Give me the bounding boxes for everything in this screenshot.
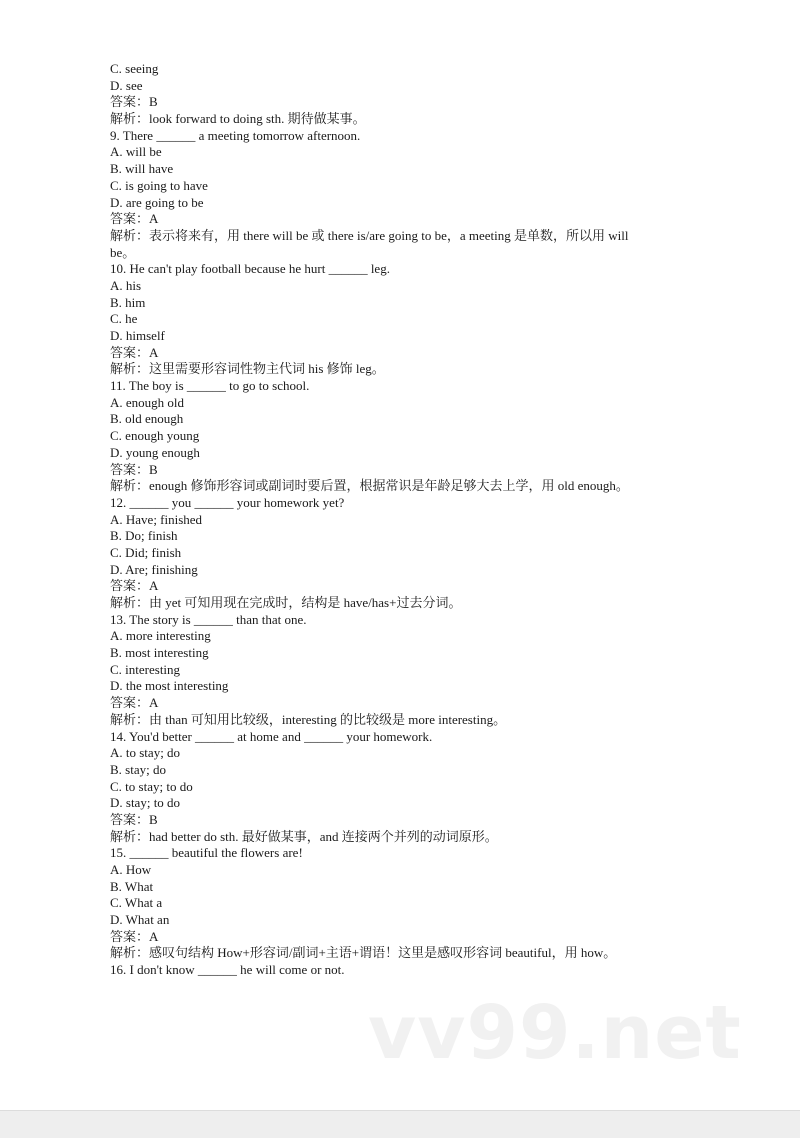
document-line: 答案：A	[110, 695, 159, 711]
document-line: 答案：B	[110, 94, 158, 110]
document-line: 16. I don't know ______ he will come or not.	[110, 962, 345, 978]
document-line: 15. ______ beautiful the flowers are!	[110, 845, 303, 861]
document-line: C. What a	[110, 895, 163, 911]
document-line: A. to stay; do	[110, 745, 181, 761]
document-line: C. enough young	[110, 428, 200, 444]
document-line: 解析：感叹句结构 How+形容词/副词+主语+谓语！这里是感叹形容词 beautiful，用 how。	[110, 945, 617, 961]
document-line: 13. The story is ______ than that one.	[110, 611, 307, 627]
document-line: 解析：由 than 可知用比较级，interesting 的比较级是 more interesting。	[110, 711, 507, 727]
document-line: C. seeing	[110, 61, 159, 76]
document-line: D. stay; to do	[110, 795, 181, 811]
document-line: D. see	[110, 77, 143, 93]
document-line: C. to stay; to do	[110, 778, 193, 794]
document-line: C. interesting	[110, 661, 181, 677]
document-line: A. enough old	[110, 394, 185, 410]
document-line: D. the most interesting	[110, 678, 229, 694]
document-line: 解析：这里需要形容词性物主代词 his 修饰 leg。	[110, 361, 385, 377]
document-line: be。	[110, 244, 136, 260]
document-line: D. himself	[110, 328, 165, 343]
document-line: B. stay; do	[110, 761, 166, 777]
document-line: 12. ______ you ______ your homework yet?	[110, 494, 345, 510]
document-line: B. most interesting	[110, 645, 209, 661]
document-line: B. What	[110, 878, 154, 894]
document-line: A. will be	[110, 144, 162, 160]
document-line: 解析：由 yet 可知用现在完成时，结构是 have/has+过去分词。	[110, 595, 462, 610]
watermark: vv99.net	[368, 990, 742, 1076]
document-line: 解析：表示将来有，用 there will be 或 there is/are going to be，a meeting 是单数，所以用 will	[110, 227, 629, 243]
document-line: 10. He can't play football because he hurt ______ leg.	[110, 261, 390, 277]
document-line: D. are going to be	[110, 194, 204, 210]
document-line: A. Have; finished	[110, 511, 203, 527]
document-line: 11. The boy is ______ to go to school.	[110, 378, 310, 394]
document-line: C. is going to have	[110, 177, 208, 193]
document-line: 答案：A	[110, 578, 159, 594]
document-line: 9. There ______ a meeting tomorrow afternoon.	[110, 127, 361, 143]
document-line: D. Are; finishing	[110, 561, 198, 577]
document-line: A. more interesting	[110, 628, 211, 644]
document-line: B. will have	[110, 161, 174, 177]
document-line: 答案：B	[110, 461, 158, 477]
document-line: 14. You'd better ______ at home and ______ your homework.	[110, 728, 433, 744]
document-content	[110, 61, 710, 979]
document-line: B. him	[110, 294, 146, 310]
document-line: A. his	[110, 277, 142, 293]
document-line: C. Did; finish	[110, 544, 182, 560]
document-line: D. What an	[110, 912, 170, 928]
document-line: 解析：look forward to doing sth. 期待做某事。	[110, 111, 366, 127]
document-line: 答案：A	[110, 211, 159, 227]
page-bottom-strip	[0, 1110, 800, 1138]
document-line: A. How	[110, 862, 152, 877]
document-line: D. young enough	[110, 444, 200, 460]
document-line: 解析：enough 修饰形容词或副词时要后置，根据常识是年龄足够大去上学，用 old enough。	[110, 478, 629, 494]
document-line: 答案：A	[110, 928, 159, 944]
document-line: B. old enough	[110, 411, 184, 427]
document-line: B. Do; finish	[110, 528, 178, 544]
document-line: 答案：A	[110, 344, 159, 360]
document-line: 答案：B	[110, 811, 158, 827]
document-line: 解析：had better do sth. 最好做某事，and 连接两个并列的动词原形。	[110, 828, 498, 844]
document-line: C. he	[110, 311, 138, 327]
